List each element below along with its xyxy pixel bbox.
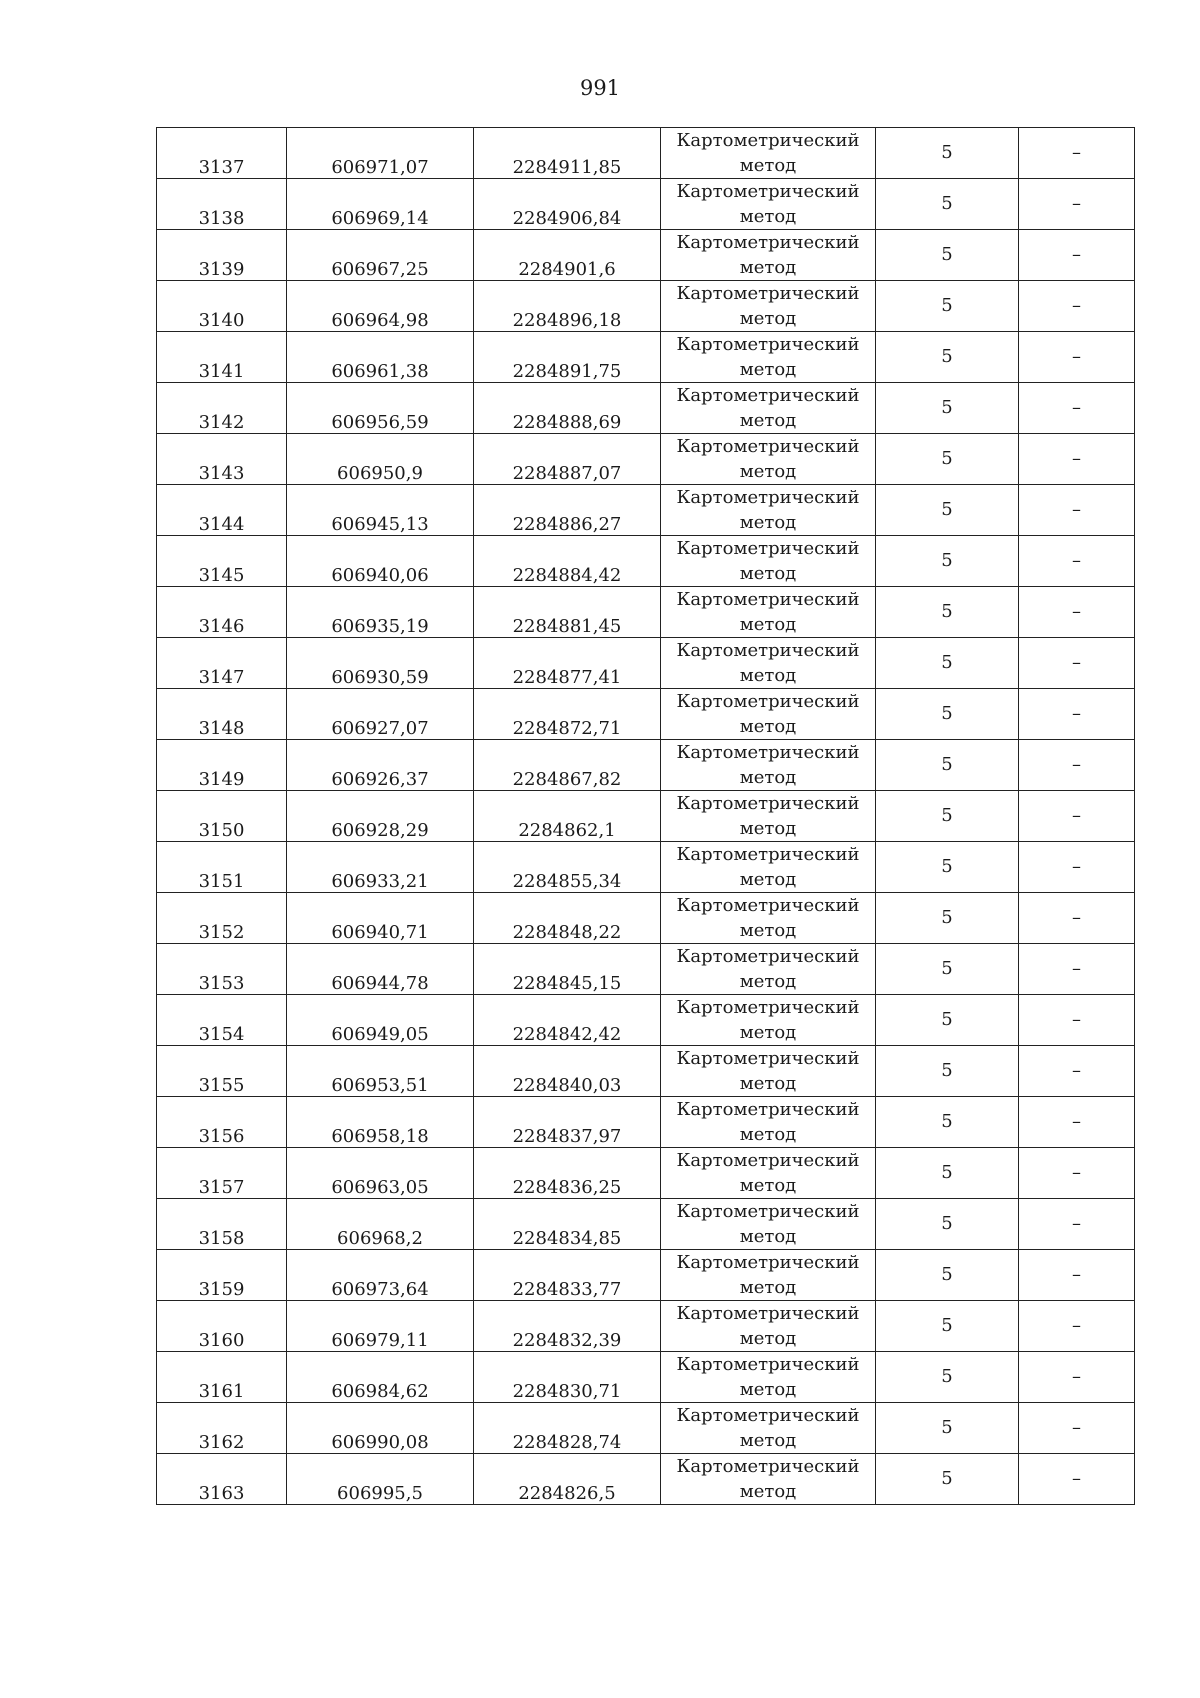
y-coordinate-cell: 2284911,85: [474, 128, 661, 179]
y-coordinate-cell: 2284888,69: [474, 383, 661, 434]
x-coordinate-cell: 606935,19: [287, 587, 474, 638]
method-cell: [661, 179, 876, 230]
method-line-1: Картометрический: [676, 1099, 860, 1120]
method-cell: [661, 638, 876, 689]
method-line-1: Картометрический: [676, 793, 860, 814]
method-line-1: Картометрический: [676, 1048, 860, 1069]
accuracy-cell: 5: [876, 281, 1019, 332]
description-cell: –: [1019, 842, 1135, 893]
method-cell: [661, 1454, 876, 1505]
accuracy-cell: 5: [876, 740, 1019, 791]
point-number-cell: 3140: [157, 281, 287, 332]
table-row: [157, 179, 1135, 230]
accuracy-cell: 5: [876, 485, 1019, 536]
method-line-2: метод: [739, 1022, 797, 1043]
x-coordinate-cell: 606950,9: [287, 434, 474, 485]
accuracy-cell: 5: [876, 536, 1019, 587]
accuracy-cell: 5: [876, 383, 1019, 434]
y-coordinate-cell: 2284867,82: [474, 740, 661, 791]
method-line-2: метод: [739, 410, 797, 431]
method-line-2: метод: [739, 308, 797, 329]
x-coordinate-cell: 606963,05: [287, 1148, 474, 1199]
method-line-1: Картометрический: [676, 334, 860, 355]
accuracy-cell: 5: [876, 1454, 1019, 1505]
description-cell: –: [1019, 995, 1135, 1046]
method-cell: [661, 1097, 876, 1148]
x-coordinate-cell: 606933,21: [287, 842, 474, 893]
table-row: [157, 995, 1135, 1046]
method-line-2: метод: [739, 1124, 797, 1145]
description-cell: –: [1019, 179, 1135, 230]
point-number-cell: 3152: [157, 893, 287, 944]
x-coordinate-cell: 606969,14: [287, 179, 474, 230]
x-coordinate-cell: 606926,37: [287, 740, 474, 791]
description-cell: –: [1019, 1097, 1135, 1148]
method-line-2: метод: [739, 716, 797, 737]
method-cell: [661, 1148, 876, 1199]
method-line-2: метод: [739, 257, 797, 278]
description-cell: –: [1019, 536, 1135, 587]
method-cell: [661, 791, 876, 842]
method-cell: [661, 1250, 876, 1301]
y-coordinate-cell: 2284848,22: [474, 893, 661, 944]
accuracy-cell: 5: [876, 128, 1019, 179]
description-cell: –: [1019, 332, 1135, 383]
description-cell: –: [1019, 1199, 1135, 1250]
method-line-2: метод: [739, 1277, 797, 1298]
accuracy-cell: 5: [876, 638, 1019, 689]
description-cell: –: [1019, 893, 1135, 944]
method-line-2: метод: [739, 461, 797, 482]
method-line-1: Картометрический: [676, 895, 860, 916]
point-number-cell: 3145: [157, 536, 287, 587]
method-cell: [661, 1352, 876, 1403]
y-coordinate-cell: 2284826,5: [474, 1454, 661, 1505]
method-line-1: Картометрический: [676, 640, 860, 661]
accuracy-cell: 5: [876, 587, 1019, 638]
method-line-1: Картометрический: [676, 691, 860, 712]
table-row: [157, 1250, 1135, 1301]
y-coordinate-cell: 2284896,18: [474, 281, 661, 332]
accuracy-cell: 5: [876, 1250, 1019, 1301]
table-row: [157, 1199, 1135, 1250]
point-number-cell: 3143: [157, 434, 287, 485]
page-number: 991: [579, 76, 621, 100]
point-number-cell: 3158: [157, 1199, 287, 1250]
method-line-1: Картометрический: [676, 538, 860, 559]
description-cell: –: [1019, 230, 1135, 281]
accuracy-cell: 5: [876, 1352, 1019, 1403]
point-number-cell: 3154: [157, 995, 287, 1046]
accuracy-cell: 5: [876, 1097, 1019, 1148]
y-coordinate-cell: 2284840,03: [474, 1046, 661, 1097]
x-coordinate-cell: 606949,05: [287, 995, 474, 1046]
accuracy-cell: 5: [876, 179, 1019, 230]
x-coordinate-cell: 606958,18: [287, 1097, 474, 1148]
point-number-cell: 3147: [157, 638, 287, 689]
description-cell: –: [1019, 740, 1135, 791]
coordinates-table: [156, 127, 1135, 1505]
description-cell: –: [1019, 944, 1135, 995]
x-coordinate-cell: 606995,5: [287, 1454, 474, 1505]
table-row: [157, 1403, 1135, 1454]
y-coordinate-cell: 2284872,71: [474, 689, 661, 740]
method-line-1: Картометрический: [676, 130, 860, 151]
x-coordinate-cell: 606940,71: [287, 893, 474, 944]
table-row: [157, 281, 1135, 332]
point-number-cell: 3149: [157, 740, 287, 791]
accuracy-cell: 5: [876, 842, 1019, 893]
accuracy-cell: 5: [876, 434, 1019, 485]
method-cell: [661, 281, 876, 332]
point-number-cell: 3138: [157, 179, 287, 230]
method-line-1: Картометрический: [676, 1303, 860, 1324]
y-coordinate-cell: 2284855,34: [474, 842, 661, 893]
method-line-2: метод: [739, 971, 797, 992]
method-cell: [661, 230, 876, 281]
accuracy-cell: 5: [876, 1199, 1019, 1250]
method-cell: [661, 893, 876, 944]
y-coordinate-cell: 2284901,6: [474, 230, 661, 281]
method-line-2: метод: [739, 1073, 797, 1094]
y-coordinate-cell: 2284886,27: [474, 485, 661, 536]
table-row: [157, 1046, 1135, 1097]
table-row: [157, 842, 1135, 893]
description-cell: –: [1019, 1301, 1135, 1352]
description-cell: –: [1019, 791, 1135, 842]
point-number-cell: 3150: [157, 791, 287, 842]
description-cell: –: [1019, 1148, 1135, 1199]
point-number-cell: 3153: [157, 944, 287, 995]
method-line-1: Картометрический: [676, 742, 860, 763]
coordinates-table-body: [157, 128, 1135, 1505]
y-coordinate-cell: 2284837,97: [474, 1097, 661, 1148]
method-line-2: метод: [739, 1175, 797, 1196]
accuracy-cell: 5: [876, 1403, 1019, 1454]
method-line-2: метод: [739, 563, 797, 584]
y-coordinate-cell: 2284906,84: [474, 179, 661, 230]
description-cell: –: [1019, 638, 1135, 689]
x-coordinate-cell: 606964,98: [287, 281, 474, 332]
method-line-1: Картометрический: [676, 487, 860, 508]
table-row: [157, 332, 1135, 383]
y-coordinate-cell: 2284834,85: [474, 1199, 661, 1250]
table-row: [157, 944, 1135, 995]
table-row: [157, 1148, 1135, 1199]
method-line-2: метод: [739, 869, 797, 890]
method-line-1: Картометрический: [676, 1405, 860, 1426]
method-line-2: метод: [739, 1430, 797, 1451]
method-cell: [661, 1301, 876, 1352]
method-line-1: Картометрический: [676, 1201, 860, 1222]
point-number-cell: 3162: [157, 1403, 287, 1454]
x-coordinate-cell: 606940,06: [287, 536, 474, 587]
y-coordinate-cell: 2284881,45: [474, 587, 661, 638]
point-number-cell: 3155: [157, 1046, 287, 1097]
method-line-1: Картометрический: [676, 1150, 860, 1171]
method-line-1: Картометрический: [676, 1252, 860, 1273]
description-cell: –: [1019, 1352, 1135, 1403]
description-cell: –: [1019, 587, 1135, 638]
x-coordinate-cell: 606956,59: [287, 383, 474, 434]
y-coordinate-cell: 2284830,71: [474, 1352, 661, 1403]
table-row: [157, 1352, 1135, 1403]
method-cell: [661, 995, 876, 1046]
table-row: [157, 791, 1135, 842]
x-coordinate-cell: 606967,25: [287, 230, 474, 281]
method-cell: [661, 587, 876, 638]
point-number-cell: 3156: [157, 1097, 287, 1148]
x-coordinate-cell: 606928,29: [287, 791, 474, 842]
method-line-2: метод: [739, 206, 797, 227]
accuracy-cell: 5: [876, 230, 1019, 281]
accuracy-cell: 5: [876, 944, 1019, 995]
y-coordinate-cell: 2284842,42: [474, 995, 661, 1046]
accuracy-cell: 5: [876, 1301, 1019, 1352]
method-line-1: Картометрический: [676, 844, 860, 865]
table-row: [157, 689, 1135, 740]
accuracy-cell: 5: [876, 995, 1019, 1046]
point-number-cell: 3144: [157, 485, 287, 536]
y-coordinate-cell: 2284877,41: [474, 638, 661, 689]
point-number-cell: 3137: [157, 128, 287, 179]
accuracy-cell: 5: [876, 1148, 1019, 1199]
method-line-2: метод: [739, 818, 797, 839]
x-coordinate-cell: 606971,07: [287, 128, 474, 179]
x-coordinate-cell: 606990,08: [287, 1403, 474, 1454]
method-line-2: метод: [739, 665, 797, 686]
table-row: [157, 1454, 1135, 1505]
table-row: [157, 740, 1135, 791]
method-line-1: Картометрический: [676, 1456, 860, 1477]
method-line-2: метод: [739, 767, 797, 788]
description-cell: –: [1019, 434, 1135, 485]
y-coordinate-cell: 2284833,77: [474, 1250, 661, 1301]
table-row: [157, 485, 1135, 536]
method-line-1: Картометрический: [676, 283, 860, 304]
method-line-2: метод: [739, 359, 797, 380]
x-coordinate-cell: 606930,59: [287, 638, 474, 689]
method-line-1: Картометрический: [676, 385, 860, 406]
point-number-cell: 3159: [157, 1250, 287, 1301]
x-coordinate-cell: 606968,2: [287, 1199, 474, 1250]
description-cell: –: [1019, 1454, 1135, 1505]
method-line-2: метод: [739, 512, 797, 533]
method-cell: [661, 128, 876, 179]
method-line-1: Картометрический: [676, 232, 860, 253]
point-number-cell: 3146: [157, 587, 287, 638]
table-row: [157, 1097, 1135, 1148]
table-row: [157, 1301, 1135, 1352]
y-coordinate-cell: 2284887,07: [474, 434, 661, 485]
description-cell: –: [1019, 485, 1135, 536]
y-coordinate-cell: 2284884,42: [474, 536, 661, 587]
method-cell: [661, 1403, 876, 1454]
y-coordinate-cell: 2284828,74: [474, 1403, 661, 1454]
method-line-1: Картометрический: [676, 589, 860, 610]
accuracy-cell: 5: [876, 791, 1019, 842]
method-line-1: Картометрический: [676, 181, 860, 202]
table-row: [157, 536, 1135, 587]
description-cell: –: [1019, 689, 1135, 740]
method-cell: [661, 689, 876, 740]
table-row: [157, 638, 1135, 689]
y-coordinate-cell: 2284862,1: [474, 791, 661, 842]
description-cell: –: [1019, 281, 1135, 332]
accuracy-cell: 5: [876, 1046, 1019, 1097]
method-cell: [661, 434, 876, 485]
point-number-cell: 3160: [157, 1301, 287, 1352]
method-cell: [661, 944, 876, 995]
x-coordinate-cell: 606961,38: [287, 332, 474, 383]
table-row: [157, 434, 1135, 485]
y-coordinate-cell: 2284891,75: [474, 332, 661, 383]
point-number-cell: 3163: [157, 1454, 287, 1505]
description-cell: –: [1019, 1046, 1135, 1097]
method-line-2: метод: [739, 155, 797, 176]
method-cell: [661, 536, 876, 587]
y-coordinate-cell: 2284836,25: [474, 1148, 661, 1199]
table-row: [157, 383, 1135, 434]
description-cell: –: [1019, 1250, 1135, 1301]
method-cell: [661, 485, 876, 536]
y-coordinate-cell: 2284832,39: [474, 1301, 661, 1352]
method-cell: [661, 332, 876, 383]
method-line-2: метод: [739, 614, 797, 635]
point-number-cell: 3148: [157, 689, 287, 740]
table-row: [157, 230, 1135, 281]
method-cell: [661, 383, 876, 434]
x-coordinate-cell: 606927,07: [287, 689, 474, 740]
method-cell: [661, 1199, 876, 1250]
point-number-cell: 3151: [157, 842, 287, 893]
point-number-cell: 3141: [157, 332, 287, 383]
accuracy-cell: 5: [876, 893, 1019, 944]
point-number-cell: 3161: [157, 1352, 287, 1403]
x-coordinate-cell: 606945,13: [287, 485, 474, 536]
x-coordinate-cell: 606979,11: [287, 1301, 474, 1352]
y-coordinate-cell: 2284845,15: [474, 944, 661, 995]
point-number-cell: 3139: [157, 230, 287, 281]
description-cell: –: [1019, 383, 1135, 434]
method-line-1: Картометрический: [676, 436, 860, 457]
method-cell: [661, 740, 876, 791]
x-coordinate-cell: 606944,78: [287, 944, 474, 995]
description-cell: –: [1019, 1403, 1135, 1454]
table-row: [157, 893, 1135, 944]
method-line-2: метод: [739, 1226, 797, 1247]
point-number-cell: 3142: [157, 383, 287, 434]
method-line-2: метод: [739, 1481, 797, 1502]
accuracy-cell: 5: [876, 689, 1019, 740]
point-number-cell: 3157: [157, 1148, 287, 1199]
accuracy-cell: 5: [876, 332, 1019, 383]
method-line-2: метод: [739, 920, 797, 941]
method-line-2: метод: [739, 1328, 797, 1349]
table-row: [157, 587, 1135, 638]
method-line-2: метод: [739, 1379, 797, 1400]
method-line-1: Картометрический: [676, 1354, 860, 1375]
method-line-1: Картометрический: [676, 946, 860, 967]
method-cell: [661, 1046, 876, 1097]
description-cell: –: [1019, 128, 1135, 179]
method-cell: [661, 842, 876, 893]
x-coordinate-cell: 606984,62: [287, 1352, 474, 1403]
x-coordinate-cell: 606953,51: [287, 1046, 474, 1097]
table-row: [157, 128, 1135, 179]
x-coordinate-cell: 606973,64: [287, 1250, 474, 1301]
method-line-1: Картометрический: [676, 997, 860, 1018]
